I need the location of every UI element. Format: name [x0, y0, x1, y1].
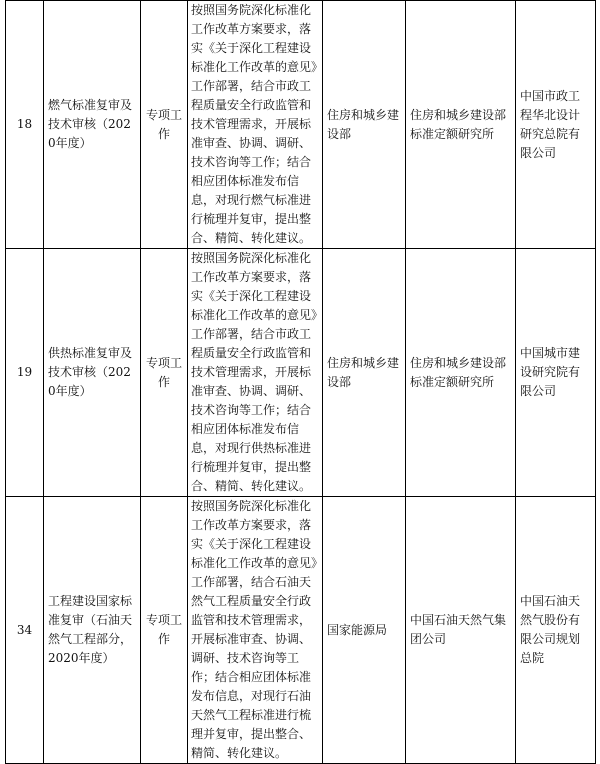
- table-row: [6, 249, 596, 497]
- undertaking-unit: 中国市政工程华北设计研究总院有限公司: [516, 1, 596, 249]
- row-number: 19: [6, 249, 44, 497]
- task-content: 按照国务院深化标准化工作改革方案要求，落实《关于深化工程建设标准化工作改革的意见》工作部署，结合石油天然气工程质量安全行政监管和技术管理需求，开展标准审查、协调、调研、技术咨询等工作；结合相应团体标准发布信息，对现行石油天然气工程标准进行梳理并复审，提出整合、精简、转化建议。: [188, 497, 323, 764]
- row-number: 34: [6, 497, 44, 764]
- organizing-unit: 住房和城乡建设部标准定额研究所: [406, 1, 516, 249]
- task-type: 专项工作: [141, 497, 188, 764]
- task-name: 供热标准复审及技术审核（2020年度）: [44, 249, 141, 497]
- task-content: 按照国务院深化标准化工作改革方案要求，落实《关于深化工程建设标准化工作改革的意见》工作部署，结合市政工程质量安全行政监管和技术管理需求，开展标准审查、协调、调研、技术咨询等工作；结合相应团体标准发布信息，对现行供热标准进行梳理并复审，提出整合、精简、转化建议。: [188, 249, 323, 497]
- row-number: 18: [6, 1, 44, 249]
- undertaking-unit: 中国石油天然气股份有限公司规划总院: [516, 497, 596, 764]
- task-type: 专项工作: [141, 249, 188, 497]
- organizing-unit: 住房和城乡建设部标准定额研究所: [406, 249, 516, 497]
- task-name: 燃气标准复审及技术审核（2020年度）: [44, 1, 141, 249]
- task-name: 工程建设国家标准复审（石油天然气工程部分，2020年度）: [44, 497, 141, 764]
- undertaking-unit: 中国城市建设研究院有限公司: [516, 249, 596, 497]
- competent-authority: 国家能源局: [323, 497, 406, 764]
- task-type: 专项工作: [141, 1, 188, 249]
- organizing-unit: 中国石油天然气集团公司: [406, 497, 516, 764]
- competent-authority: 住房和城乡建设部: [323, 1, 406, 249]
- task-content: 按照国务院深化标准化工作改革方案要求，落实《关于深化工程建设标准化工作改革的意见》工作部署，结合市政工程质量安全行政监管和技术管理需求，开展标准审查、协调、调研、技术咨询等工作；结合相应团体标准发布信息，对现行燃气标准进行梳理并复审，提出整合、精简、转化建议。: [188, 1, 323, 249]
- competent-authority: 住房和城乡建设部: [323, 249, 406, 497]
- standards-table: [5, 0, 596, 764]
- table-row: [6, 1, 596, 249]
- table-row: [6, 497, 596, 764]
